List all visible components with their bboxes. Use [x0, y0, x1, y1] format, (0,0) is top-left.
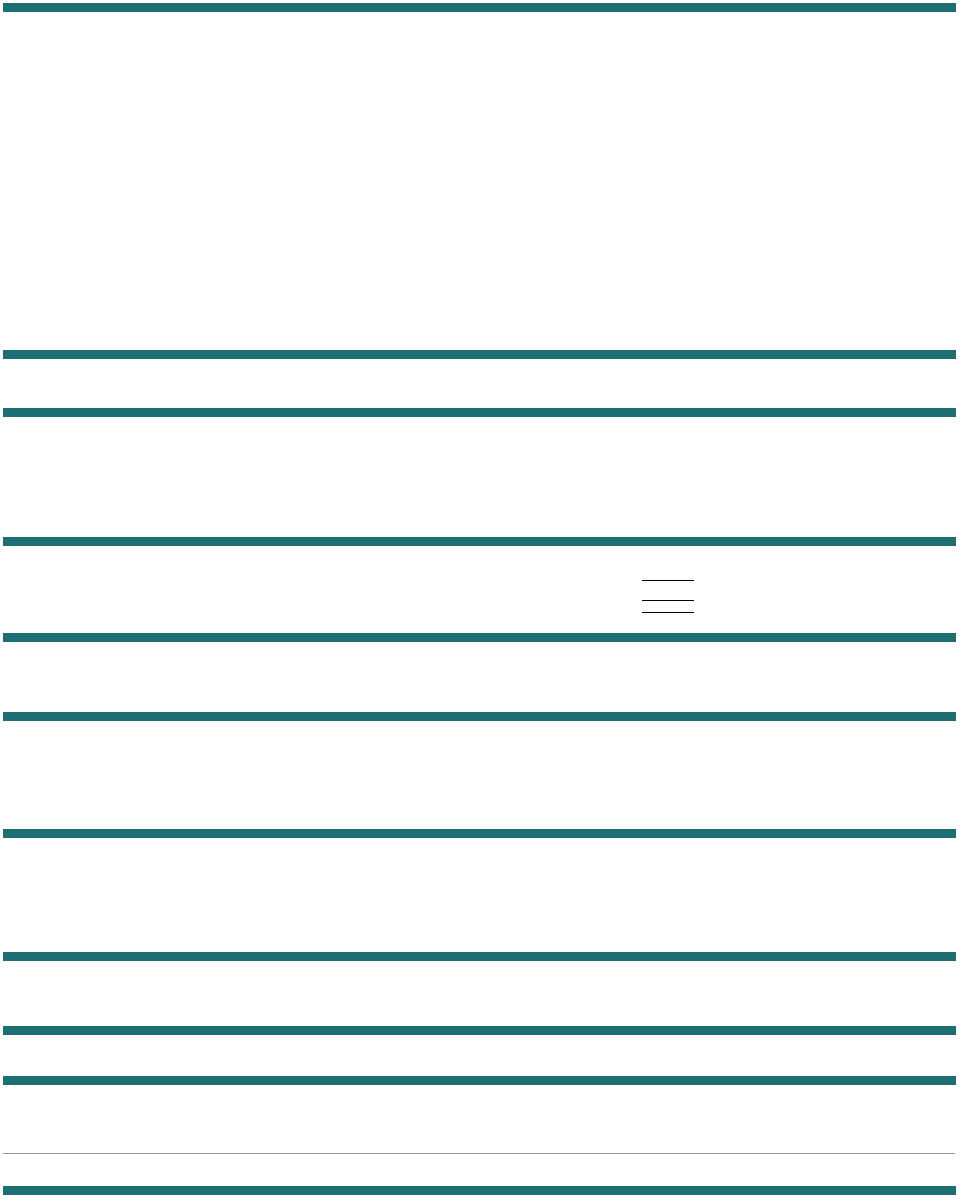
section-header: [3, 537, 956, 546]
section-header: [3, 712, 956, 721]
section-header: [3, 350, 956, 359]
section-header: [3, 408, 956, 417]
section-header: [3, 1026, 956, 1035]
underline: [642, 600, 694, 601]
section-header: [3, 1186, 956, 1195]
section-header: [3, 952, 956, 961]
divider: [3, 1153, 955, 1154]
underline: [642, 580, 694, 581]
section-header: [3, 829, 956, 838]
section-header: [3, 1076, 956, 1085]
section-header: [3, 3, 956, 12]
underline: [642, 612, 694, 613]
section-header: [3, 633, 956, 642]
